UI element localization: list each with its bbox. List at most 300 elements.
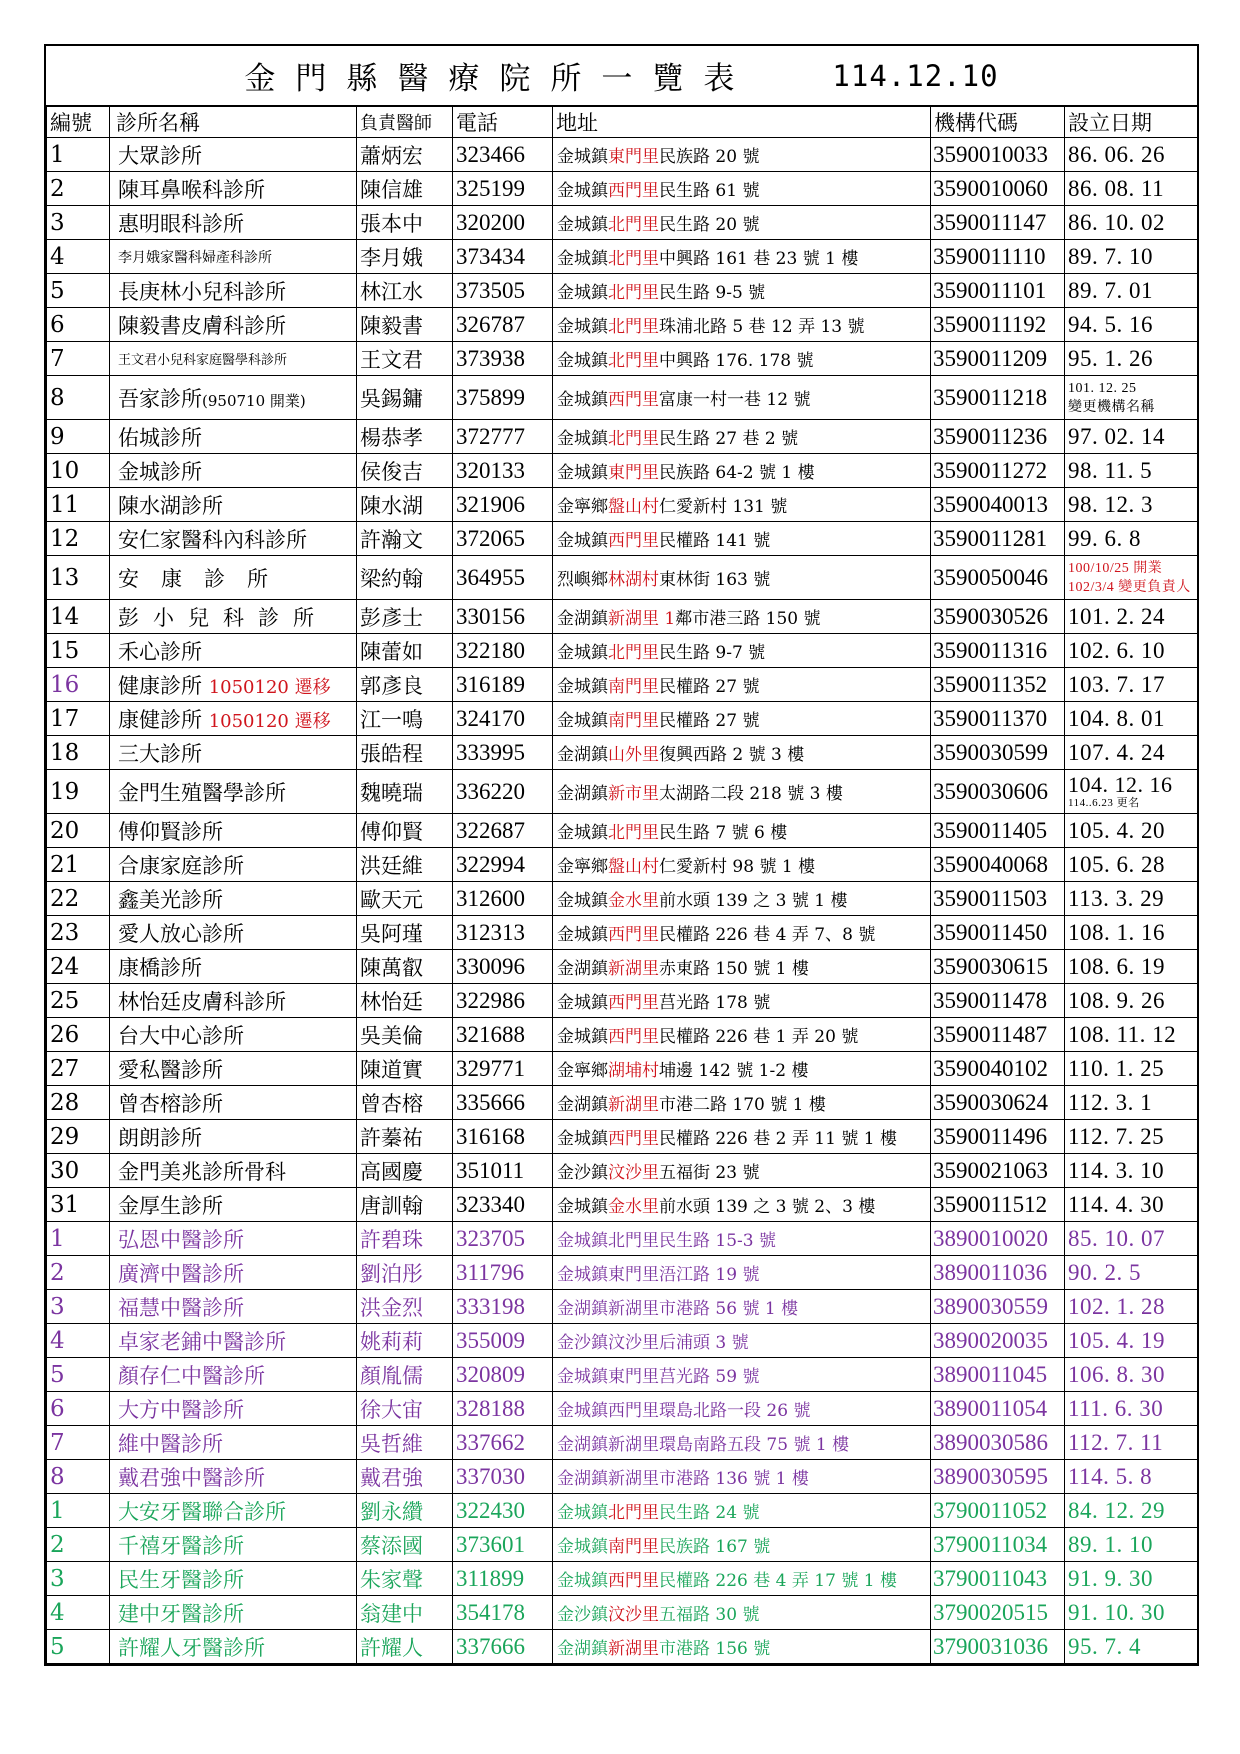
address-street: 赤東路 150 號 1 樓	[659, 959, 809, 979]
phone-number: 320133	[453, 454, 553, 488]
address-village: 新湖里	[608, 1435, 659, 1455]
address-town: 金城鎮	[557, 993, 608, 1013]
address-street: 民權路 27 號	[659, 711, 760, 731]
address-town: 金湖鎮	[557, 1095, 608, 1115]
established-date: 112. 7. 25	[1065, 1120, 1198, 1154]
established-date-note: 102/3/4 變更負責人	[1068, 579, 1191, 595]
address-village: 北門里	[608, 429, 659, 449]
doctor-name: 傅仰賢	[357, 814, 453, 848]
established-date: 110. 1. 25	[1065, 1052, 1198, 1086]
western-row	[47, 376, 1198, 420]
row-number: 25	[47, 984, 110, 1018]
dental-row	[47, 1630, 1198, 1664]
address-town: 金沙鎮	[557, 1163, 608, 1183]
institution-code: 3590011478	[931, 984, 1065, 1018]
western-row	[47, 600, 1198, 634]
address	[553, 770, 931, 814]
address-street: 民權路 226 巷 4 弄 7、8 號	[659, 925, 876, 945]
row-number: 4	[47, 240, 110, 274]
western-row	[47, 1154, 1198, 1188]
address-street: 東林街 163 號	[659, 570, 771, 590]
address-village: 北門里	[608, 317, 659, 337]
address-street: 莒光路 59 號	[659, 1367, 760, 1387]
address-street: 市港路 136 號 1 樓	[659, 1469, 809, 1489]
clinic-list-sheet	[44, 44, 1199, 1666]
phone-number: 322986	[453, 984, 553, 1018]
doctor-name: 林怡廷	[357, 984, 453, 1018]
address-street: 環島南路五段 75 號 1 樓	[659, 1435, 850, 1455]
address-village: 西門里	[608, 1401, 659, 1421]
row-number: 5	[47, 274, 110, 308]
phone-number: 311796	[453, 1256, 553, 1290]
doctor-name: 吳哲維	[357, 1426, 453, 1460]
clinic-name-text: 李月娥家醫科婦產科診所	[118, 249, 272, 266]
clinic-name	[110, 600, 357, 634]
clinic-name	[110, 206, 357, 240]
row-number: 14	[47, 600, 110, 634]
address-town: 金湖鎮	[557, 1639, 608, 1659]
established-date: 114. 5. 8	[1065, 1460, 1198, 1494]
clinic-name-note: (950710 開業)	[202, 391, 306, 410]
established-date: 98. 12. 3	[1065, 488, 1198, 522]
institution-code: 3890011045	[931, 1358, 1065, 1392]
institution-code: 3590011503	[931, 882, 1065, 916]
clinic-name-text: 許耀人牙醫診所	[118, 1635, 265, 1660]
clinic-name-text: 卓家老鋪中醫診所	[118, 1329, 286, 1354]
doctor-name: 高國慶	[357, 1154, 453, 1188]
address	[553, 668, 931, 702]
address-town: 金城鎮	[557, 463, 608, 483]
address-town: 金城鎮	[557, 531, 608, 551]
established-date	[1065, 376, 1198, 420]
clinic-name-text: 陳水湖診所	[118, 493, 223, 518]
address	[553, 814, 931, 848]
address-village: 西門里	[608, 1571, 659, 1591]
phone-number: 323466	[453, 138, 553, 172]
address-town: 金沙鎮	[557, 1605, 608, 1625]
address	[553, 1052, 931, 1086]
address-village: 北門里	[608, 351, 659, 371]
clinic-name-text: 千禧牙醫診所	[118, 1533, 244, 1558]
established-date: 99. 6. 8	[1065, 522, 1198, 556]
established-date-note: 變更機構名稱	[1068, 399, 1155, 415]
doctor-name: 劉永纘	[357, 1494, 453, 1528]
address-town: 金城鎮	[557, 1027, 608, 1047]
address-street: 民生路 15-3 號	[659, 1231, 776, 1251]
clinic-name	[110, 342, 357, 376]
relocation-note: 1050120 遷移	[208, 710, 331, 732]
western-row	[47, 1052, 1198, 1086]
address-town: 金城鎮	[557, 1129, 608, 1149]
phone-number: 333198	[453, 1290, 553, 1324]
address	[553, 1018, 931, 1052]
address-village: 南門里	[608, 1537, 659, 1557]
doctor-name: 彭彥士	[357, 600, 453, 634]
address	[553, 240, 931, 274]
doctor-name: 劉泊彤	[357, 1256, 453, 1290]
address-street: 民權路 226 巷 2 弄 11 號 1 樓	[659, 1129, 897, 1149]
row-number: 3	[47, 1562, 110, 1596]
phone-number: 320809	[453, 1358, 553, 1392]
established-date: 97. 02. 14	[1065, 420, 1198, 454]
row-number: 28	[47, 1086, 110, 1120]
address	[553, 1256, 931, 1290]
address	[553, 376, 931, 420]
institution-code: 3890030559	[931, 1290, 1065, 1324]
address-street: 民生路 9-7 號	[659, 643, 766, 663]
clinic-name	[110, 984, 357, 1018]
address	[553, 984, 931, 1018]
phone-number: 336220	[453, 770, 553, 814]
header-code: 機構代碼	[931, 107, 1065, 138]
address	[553, 702, 931, 736]
address	[553, 138, 931, 172]
address	[553, 634, 931, 668]
phone-number: 321906	[453, 488, 553, 522]
institution-code: 3590011487	[931, 1018, 1065, 1052]
established-date: 102. 6. 10	[1065, 634, 1198, 668]
established-date: 95. 7. 4	[1065, 1630, 1198, 1664]
row-number: 7	[47, 342, 110, 376]
doctor-name: 吳阿瑾	[357, 916, 453, 950]
chinese-row	[47, 1222, 1198, 1256]
address-village: 西門里	[608, 390, 659, 410]
address-village: 金水里	[608, 891, 659, 911]
clinic-name	[110, 1358, 357, 1392]
institution-code: 3590030526	[931, 600, 1065, 634]
clinic-name-text: 顏存仁中醫診所	[118, 1363, 265, 1388]
established-date	[1065, 556, 1198, 600]
doctor-name: 陳信雄	[357, 172, 453, 206]
phone-number: 316189	[453, 668, 553, 702]
clinic-name-text: 弘恩中醫診所	[118, 1227, 244, 1252]
row-number: 2	[47, 1528, 110, 1562]
clinic-name	[110, 454, 357, 488]
clinic-name-text: 康橋診所	[118, 955, 202, 980]
row-number: 16	[47, 668, 110, 702]
clinic-name	[110, 1154, 357, 1188]
address-village: 西門里	[608, 925, 659, 945]
address-town: 金城鎮	[557, 147, 608, 167]
western-row	[47, 274, 1198, 308]
institution-code: 3890030595	[931, 1460, 1065, 1494]
doctor-name: 陳道實	[357, 1052, 453, 1086]
western-row	[47, 454, 1198, 488]
address-town: 金湖鎮	[557, 1469, 608, 1489]
address-village: 盤山村	[608, 497, 659, 517]
established-date: 89. 7. 10	[1065, 240, 1198, 274]
doctor-name: 許耀人	[357, 1630, 453, 1664]
clinic-name	[110, 172, 357, 206]
address-town: 金湖鎮	[557, 959, 608, 979]
phone-number: 312600	[453, 882, 553, 916]
address	[553, 1358, 931, 1392]
chinese-row	[47, 1426, 1198, 1460]
address-street: 民族路 20 號	[659, 147, 760, 167]
clinic-table	[46, 107, 1198, 1664]
phone-number: 373505	[453, 274, 553, 308]
phone-number: 322687	[453, 814, 553, 848]
phone-number: 354178	[453, 1596, 553, 1630]
clinic-name	[110, 668, 357, 702]
clinic-name	[110, 1426, 357, 1460]
row-number: 19	[47, 770, 110, 814]
western-row	[47, 1188, 1198, 1222]
address-street: 民權路 141 號	[659, 531, 771, 551]
western-row	[47, 556, 1198, 600]
address-street: 復興西路 2 號 3 樓	[659, 745, 805, 765]
row-number: 20	[47, 814, 110, 848]
clinic-name	[110, 420, 357, 454]
western-row	[47, 916, 1198, 950]
western-row	[47, 736, 1198, 770]
institution-code: 3590030599	[931, 736, 1065, 770]
doctor-name: 張本中	[357, 206, 453, 240]
address-village: 西門里	[608, 531, 659, 551]
address-village: 新湖里	[608, 1469, 659, 1489]
address-town: 金湖鎮	[557, 609, 608, 629]
established-date: 85. 10. 07	[1065, 1222, 1198, 1256]
address-village: 新湖里	[608, 1639, 659, 1659]
row-number: 26	[47, 1018, 110, 1052]
address	[553, 1188, 931, 1222]
address-village: 盤山村	[608, 857, 659, 877]
clinic-name	[110, 1018, 357, 1052]
doctor-name: 林江水	[357, 274, 453, 308]
row-number: 13	[47, 556, 110, 600]
address	[553, 1596, 931, 1630]
clinic-name	[110, 1392, 357, 1426]
row-number: 9	[47, 420, 110, 454]
address-street: 五福路 30 號	[659, 1605, 760, 1625]
address	[553, 848, 931, 882]
clinic-name-text: 彭小兒科診所	[118, 605, 328, 630]
address-town: 金城鎮	[557, 1401, 608, 1421]
phone-number: 330096	[453, 950, 553, 984]
address-town: 金城鎮	[557, 215, 608, 235]
doctor-name: 戴君強	[357, 1460, 453, 1494]
address	[553, 1460, 931, 1494]
address-village: 北門里	[608, 1231, 659, 1251]
address-village: 湖埔村	[608, 1061, 659, 1081]
address-street: 仁愛新村 98 號 1 樓	[659, 857, 816, 877]
doctor-name: 唐訓翰	[357, 1188, 453, 1222]
doctor-name: 朱家聲	[357, 1562, 453, 1596]
address-village: 新湖里	[608, 959, 659, 979]
address-town: 金湖鎮	[557, 745, 608, 765]
established-date-main: 100/10/25 開業	[1068, 560, 1163, 576]
established-date: 105. 4. 20	[1065, 814, 1198, 848]
western-row	[47, 702, 1198, 736]
row-number: 2	[47, 172, 110, 206]
established-date-main: 104. 12. 16	[1068, 771, 1173, 797]
address-street: 民生路 20 號	[659, 215, 760, 235]
address	[553, 1426, 931, 1460]
address-village: 新湖里 1	[608, 609, 676, 629]
address-town: 金湖鎮	[557, 784, 608, 804]
clinic-name-text: 大安牙醫聯合診所	[118, 1499, 286, 1524]
institution-code: 3890011036	[931, 1256, 1065, 1290]
address-town: 金城鎮	[557, 823, 608, 843]
phone-number: 364955	[453, 556, 553, 600]
institution-code: 3790031036	[931, 1630, 1065, 1664]
doctor-name: 郭彥良	[357, 668, 453, 702]
western-row	[47, 668, 1198, 702]
phone-number: 316168	[453, 1120, 553, 1154]
clinic-name-text: 安仁家醫科內科診所	[118, 527, 307, 552]
clinic-name	[110, 522, 357, 556]
list-date: 114.12.10	[832, 58, 999, 93]
address	[553, 1562, 931, 1596]
relocation-note: 1050120 遷移	[208, 676, 331, 698]
address-street: 太湖路二段 218 號 3 樓	[659, 784, 843, 804]
institution-code: 3790011034	[931, 1528, 1065, 1562]
western-row	[47, 1018, 1198, 1052]
doctor-name: 王文君	[357, 342, 453, 376]
doctor-name: 蕭炳宏	[357, 138, 453, 172]
phone-number: 330156	[453, 600, 553, 634]
institution-code: 3890010020	[931, 1222, 1065, 1256]
address	[553, 308, 931, 342]
address-town: 金寧鄉	[557, 857, 608, 877]
clinic-name-text: 大眾診所	[118, 143, 202, 168]
established-date: 95. 1. 26	[1065, 342, 1198, 376]
institution-code: 3590011110	[931, 240, 1065, 274]
institution-code: 3590011405	[931, 814, 1065, 848]
clinic-name	[110, 1596, 357, 1630]
phone-number: 328188	[453, 1392, 553, 1426]
established-date: 112. 3. 1	[1065, 1086, 1198, 1120]
clinic-name-text: 吾家診所	[118, 386, 202, 411]
row-number: 4	[47, 1324, 110, 1358]
address-town: 金城鎮	[557, 429, 608, 449]
address	[553, 1528, 931, 1562]
clinic-name	[110, 770, 357, 814]
doctor-name: 江一鳴	[357, 702, 453, 736]
institution-code: 3590011236	[931, 420, 1065, 454]
clinic-name-text: 長庚林小兒科診所	[118, 279, 286, 304]
established-date: 84. 12. 29	[1065, 1494, 1198, 1528]
clinic-name-text: 愛人放心診所	[118, 921, 244, 946]
established-date: 114. 3. 10	[1065, 1154, 1198, 1188]
clinic-name	[110, 1494, 357, 1528]
established-date: 111. 6. 30	[1065, 1392, 1198, 1426]
phone-number: 322180	[453, 634, 553, 668]
header-doctor: 負責醫師	[357, 107, 453, 138]
address-village: 東門里	[608, 1265, 659, 1285]
doctor-name: 楊恭孝	[357, 420, 453, 454]
address-street: 五福街 23 號	[659, 1163, 760, 1183]
address-village: 西門里	[608, 1129, 659, 1149]
header-addr: 地址	[553, 107, 931, 138]
doctor-name: 吳美倫	[357, 1018, 453, 1052]
row-number: 29	[47, 1120, 110, 1154]
institution-code: 3890020035	[931, 1324, 1065, 1358]
address-street: 民生路 24 號	[659, 1503, 760, 1523]
clinic-name	[110, 736, 357, 770]
doctor-name: 洪金烈	[357, 1290, 453, 1324]
established-date: 86. 06. 26	[1065, 138, 1198, 172]
clinic-name	[110, 848, 357, 882]
address-street: 民族路 64-2 號 1 樓	[659, 463, 815, 483]
institution-code: 3590011209	[931, 342, 1065, 376]
western-row	[47, 950, 1198, 984]
established-date: 91. 10. 30	[1065, 1596, 1198, 1630]
western-row	[47, 488, 1198, 522]
row-number: 1	[47, 1222, 110, 1256]
address-town: 金寧鄉	[557, 497, 608, 517]
dental-row	[47, 1596, 1198, 1630]
established-date: 108. 11. 12	[1065, 1018, 1198, 1052]
address-village: 新湖里	[608, 1299, 659, 1319]
established-date: 107. 4. 24	[1065, 736, 1198, 770]
chinese-row	[47, 1460, 1198, 1494]
clinic-name-text: 惠明眼科診所	[118, 211, 244, 236]
row-number: 12	[47, 522, 110, 556]
address-village: 汶沙里	[608, 1605, 659, 1625]
dental-row	[47, 1528, 1198, 1562]
address-street: 浯江路 19 號	[659, 1265, 760, 1285]
established-date: 105. 4. 19	[1065, 1324, 1198, 1358]
phone-number: 323705	[453, 1222, 553, 1256]
address-street: 市港路 156 號	[659, 1639, 771, 1659]
clinic-name-text: 民生牙醫診所	[118, 1567, 244, 1592]
phone-number: 320200	[453, 206, 553, 240]
address-town: 金城鎮	[557, 1231, 608, 1251]
established-date: 105. 6. 28	[1065, 848, 1198, 882]
established-date: 112. 7. 11	[1065, 1426, 1198, 1460]
address	[553, 420, 931, 454]
address-town: 金城鎮	[557, 925, 608, 945]
phone-number: 329771	[453, 1052, 553, 1086]
western-row	[47, 342, 1198, 376]
address-street: 市港路 56 號 1 樓	[659, 1299, 799, 1319]
institution-code: 3590011352	[931, 668, 1065, 702]
institution-code: 3590021063	[931, 1154, 1065, 1188]
phone-number: 321688	[453, 1018, 553, 1052]
clinic-name-text: 陳毅書皮膚科診所	[118, 313, 286, 338]
row-number: 3	[47, 1290, 110, 1324]
row-number: 4	[47, 1596, 110, 1630]
address	[553, 1324, 931, 1358]
doctor-name: 姚莉莉	[357, 1324, 453, 1358]
address	[553, 1120, 931, 1154]
address-street: 前水頭 139 之 3 號 1 樓	[659, 891, 848, 911]
address	[553, 342, 931, 376]
address-street: 中興路 176. 178 號	[659, 351, 814, 371]
address-village: 西門里	[608, 993, 659, 1013]
row-number: 18	[47, 736, 110, 770]
address-street: 民生路 7 號 6 樓	[659, 823, 788, 843]
header-name: 診所名稱	[110, 107, 357, 138]
established-date: 103. 7. 17	[1065, 668, 1198, 702]
address	[553, 1086, 931, 1120]
address-village: 南門里	[608, 711, 659, 731]
clinic-name	[110, 1086, 357, 1120]
western-row	[47, 882, 1198, 916]
established-date: 113. 3. 29	[1065, 882, 1198, 916]
row-number: 1	[47, 138, 110, 172]
row-number: 31	[47, 1188, 110, 1222]
address	[553, 1392, 931, 1426]
phone-number: 311899	[453, 1562, 553, 1596]
clinic-name-text: 建中牙醫診所	[118, 1601, 244, 1626]
row-number: 5	[47, 1358, 110, 1392]
established-date: 102. 1. 28	[1065, 1290, 1198, 1324]
clinic-name-text: 禾心診所	[118, 639, 202, 664]
phone-number: 337030	[453, 1460, 553, 1494]
clinic-name	[110, 1630, 357, 1664]
